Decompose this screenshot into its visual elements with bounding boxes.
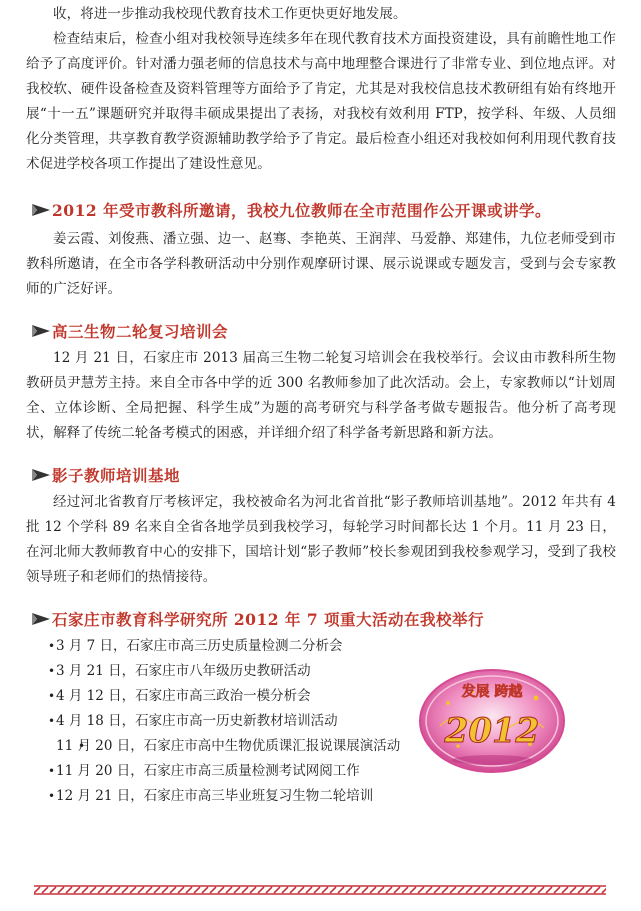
list-item: • 3 月 7 日，石家庄市高三历史质量检测二分析会	[26, 634, 616, 659]
section-body: 经过河北省教育厅考核评定，我校被命名为河北省首批“影子教师培训基地”。2012 年共有 4 批 12 个学科 89 名来自全省各地学员到我校学习，每轮学习时间都长达 1 个月。11 月 23 日，在河北师大教师教育中心的安排下，国培计划“影子教师”校长参观团到我校参观学习，受到了我校领导班子和老师们的热情接待。	[26, 494, 616, 585]
decorative-bottom-border	[34, 880, 606, 890]
section-body: 姜云霞、刘俊燕、潘立强、边一、赵骞、李艳英、王润萍、马爱静、郑建伟，九位老师受到市教科所邀请，在全市各学科教研活动中分别作观摩研讨课、展示说课或专题发言，受到与会专家教师的广泛好评。	[26, 231, 616, 297]
badge-top-text: 发展 跨越	[461, 684, 523, 700]
section-heading-lectures	[26, 195, 616, 225]
arrow-bullet-icon	[30, 200, 52, 220]
section-title: 石家庄市教育科学研究所 2012 年 7 项重大活动在我校举行	[52, 610, 485, 629]
section-heading-biology	[26, 316, 616, 346]
section-title: 影子教师培训基地	[52, 466, 181, 485]
section-body: 12 月 21 日，石家庄市 2013 届高三生物二轮复习培训会在我校举行。会议由市教科所生物教研员尹慧芳主持。来自全市各中学的近 300 名教师参加了此次活动。会上，专家教师以“计划周全、立体诊断、全局把握、科学生成”为题的高考研究与科学备考做专题报告。他分析了高考现状，解释了传统二轮备考模式的困惑，并详细介绍了科学备考新思路和新方法。	[26, 350, 616, 441]
list-item: • 4 月 18 日，石家庄市高一历史新教材培训活动	[26, 709, 616, 734]
list-item: • 11 月 20 日，石家庄市高中生物优质课汇报说课展演活动	[26, 734, 416, 759]
intro-tail-paragraph: 收，将进一步推动我校现代教育技术工作更快更好地发展。	[53, 6, 407, 22]
arrow-bullet-icon	[30, 465, 52, 485]
arrow-bullet-icon	[30, 321, 52, 341]
list-item: • 3 月 21 日，石家庄市八年级历史教研活动	[26, 659, 616, 684]
section-title: 2012 年受市教科所邀请，我校九位教师在全市范围作公开课或讲学。	[52, 201, 552, 220]
section-heading-activities	[26, 604, 616, 634]
development-2012-badge	[418, 668, 566, 774]
list-item: • 11 月 20 日，石家庄市高三质量检测考试网阅工作	[26, 759, 616, 784]
list-item: • 4 月 12 日，石家庄市高三政治一模分析会	[26, 684, 616, 709]
section-heading-shadow-teacher	[26, 460, 616, 490]
inspection-paragraph: 检查结束后，检查小组对我校领导连续多年在现代教育技术方面投资建设，具有前瞻性地工作给予了高度评价。针对潘力强老师的信息技术与高中地理整合课进行了非常专业、到位地点评。对我校软、硬件设备检查及资料管理等方面给予了肯定，尤其是对我校信息技术教研组有始有终地开展“十一五”课题研究并取得丰硕成果提出了表扬，对我校有效利用 FTP，按学科、年级、人员细化分类管理，共享教育教学资源辅助教学给予了肯定。最后检查小组还对我校如何利用现代教育技术促进学校各项工作提出了建设性意见。	[26, 31, 616, 172]
arrow-bullet-icon	[30, 609, 52, 629]
section-title: 高三生物二轮复习培训会	[52, 322, 229, 341]
list-item: • 12 月 21 日，石家庄市高三毕业班复习生物二轮培训	[26, 784, 616, 809]
badge-year: 2012	[444, 711, 540, 751]
